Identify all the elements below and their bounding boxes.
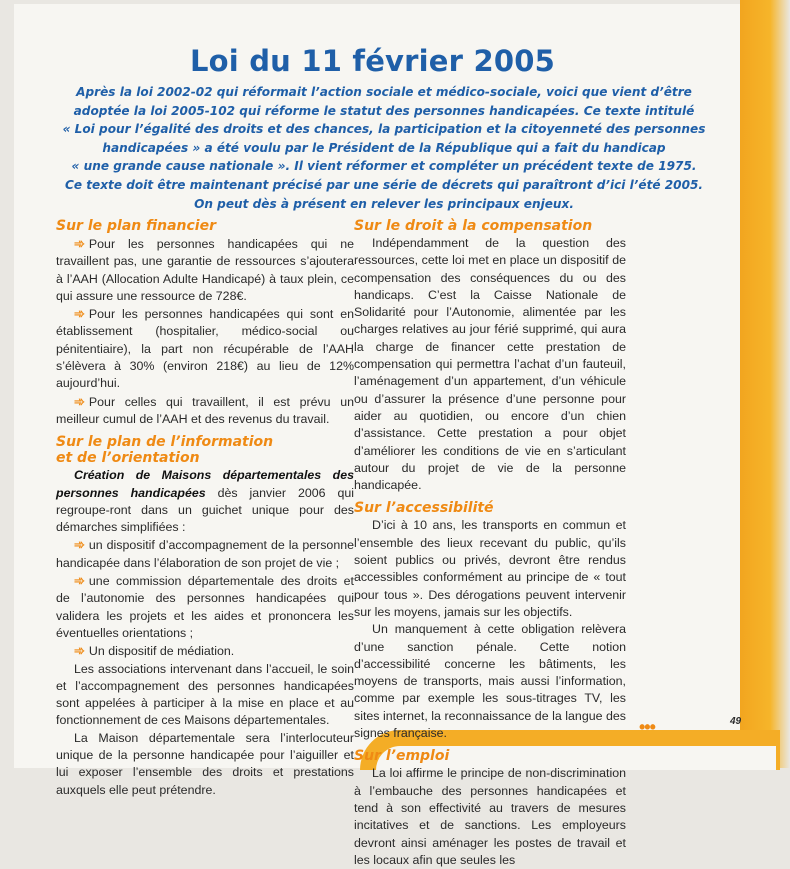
section-heading-information <box>56 434 354 466</box>
paragraph: La loi affirme le principe de non-discrimination à l’embauche des personnes handicapées et tend à son effectivité au travers de mesures incitatives et de sanctions. Les employeurs devront ainsi aménager les postes de travail et les locaux afin que seules les <box>354 766 626 867</box>
intro-line: adoptée la loi 2005-102 qui réforme le statut des personnes handicapées. Ce texte intitulé <box>73 103 695 118</box>
paragraph-text: Pour celles qui travaillent, il est prévu un meilleur cumul de l’AAH et des revenus du travail. <box>56 394 354 426</box>
paragraph-text: Pour les personnes handicapées qui sont en établissement (hospitalier, médico-social ou pénitentiaire), la part non récupérable de l’AAH s’élèvera à 30% (environ 218€) au lieu de 12% aujourd’hui. <box>56 307 354 391</box>
paragraph: La Maison départementale sera l’interlocuteur unique de la personne handicapée pour l’aiguiller et lui exposer l’ensemble des droits et prestations auxquels elle peut prétendre. <box>56 730 354 797</box>
list-item-text: Un dispositif de médiation. <box>88 644 235 659</box>
paragraph: Un manquement à cette obligation relèvera d’une sanction pénale. Cette notion d’accessibilité concerne les bâtiments, les moyens de transports, mais aussi l’information, comme par exemple les sous-titrages TV, les sites internet, la reconnaissance de la langue des signes française. <box>354 622 626 741</box>
page-title: Loi du 11 février 2005 <box>189 44 555 78</box>
lead-bold-text: Création de Maisons départementales des personnes handicapées <box>56 468 354 500</box>
arrow-bullet-icon: ➾ <box>74 573 85 589</box>
arrow-bullet-icon: ➾ <box>74 537 85 553</box>
section-heading-financier: Sur le plan financier <box>56 218 217 234</box>
arrow-bullet-icon: ➾ <box>74 306 85 322</box>
paragraph: D’ici à 10 ans, les transports en commun et l’ensemble des lieux recevant du public, qu’ils soient publics ou privés, devront être rendus accessibles conformément au principe de « tout pour tous ». Des dérogations peuvent intervenir sur les moyens, jamais sur les objectifs. <box>354 518 626 619</box>
section-heading-compensation: Sur le droit à la compensation <box>354 218 593 234</box>
intro-paragraph <box>44 83 724 213</box>
arrow-bullet-icon: ➾ <box>74 393 85 409</box>
intro-line: handicapées » a été voulu par le Président de la République qui a fait du handicap <box>102 140 666 155</box>
intro-line: « une grande cause nationale ». Il vient réformer et compléter un précédent texte de 1975. <box>71 159 697 174</box>
continuation-dots: ••• <box>639 717 655 737</box>
paragraph: Indépendamment de la question des ressources, cette loi met en place un dispositif de compensation des conséquences du ou des handicaps. C’est la Caisse Nationale de Solidarité pour l’Autonomie, alimentée par les charges relatives au jour férié supprimé, qui aura la charge de financer cette prestation de compensation qui permettra l’achat d’un fauteuil, l’aménagement d’un appartement, d’un véhicule ou d’assurer la présence d’une personne pour aider au quotidien, ou encore d’un chien d’assistance. Cette prestation a pour objet d’améliorer les conditions de vie en s’articulant autour du projet de vie de la personne handicapée. <box>354 236 626 493</box>
section-heading-emploi: Sur l’emploi <box>354 748 450 765</box>
paragraph <box>56 305 354 392</box>
list-item <box>56 572 354 642</box>
arrow-bullet-icon: ➾ <box>74 236 85 251</box>
page-number: 49 <box>730 716 742 727</box>
intro-line: Ce texte doit être maintenant précisé par une série de décrets qui paraîtront d’ici l’été 2005. <box>64 177 704 192</box>
paragraph <box>56 235 354 305</box>
paragraph: Les associations intervenant dans l’accueil, le soin et l’accompagnement des personnes handicapées sont appelées à participer à la mise en place et au fonctionnement de ces Maisons départementales. <box>56 661 354 728</box>
paragraph-text: dès janvier 2006 qui regroupe-ront dans un guichet unique pour des démarches simplifiées : <box>56 485 354 535</box>
list-item <box>56 642 354 660</box>
left-column <box>56 218 354 799</box>
arrow-bullet-icon: ➾ <box>74 643 85 659</box>
intro-line: Après la loi 2002-02 qui réformait l’action sociale et médico-sociale, voici que vient d’être <box>76 85 692 99</box>
list-item <box>56 536 354 572</box>
intro-line: « Loi pour l’égalité des droits et des chances, la participation et la citoyenneté des personnes <box>62 122 706 137</box>
right-color-band <box>740 0 790 768</box>
right-column <box>354 218 626 869</box>
section-heading-accessibilite: Sur l’accessibilité <box>354 500 494 517</box>
list-item-text: une commission départementale des droits et de l’autonomie des personnes handicapées qui validera les projets et les aides et prononcera les éventuelles orientations ; <box>56 574 354 640</box>
heading-line: et de l’orientation <box>56 450 200 467</box>
paragraph-text: Pour les personnes handicapées qui ne travaillent pas, une garantie de ressources s’ajoutera à l’AAH (Allocation Adulte Handicapé) à taux plein, ce qui assure une ressource de 728€. <box>56 237 354 303</box>
list-item-text: un dispositif d’accompagnement de la personne handicapée dans l’élaboration de son projet de vie ; <box>56 538 354 570</box>
paragraph <box>56 393 354 429</box>
intro-line: On peut dès à présent en relever les principaux enjeux. <box>194 196 574 211</box>
paragraph <box>56 467 354 536</box>
heading-line: Sur le plan de l’information <box>56 434 274 451</box>
